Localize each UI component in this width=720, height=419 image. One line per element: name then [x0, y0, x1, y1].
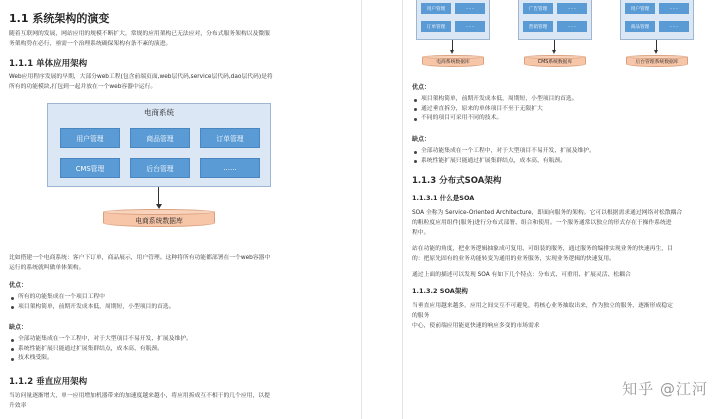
section-heading-monolith: 1.1.1 单体应用架构 [9, 59, 88, 69]
database-cylinder [626, 55, 688, 67]
list-item: 不同的项目可采用不同的技术。 [412, 114, 578, 124]
section-heading-soa: 1.1.3 分布式SOA架构 [412, 176, 502, 186]
soa-text-5: 的：把原先固有的业务功能转变为通用的业务服务，实现业务逻辑的快速复用。 [412, 256, 615, 262]
vertical-text-2: 升效率 [9, 403, 27, 409]
list-item: 技术栈受限。 [9, 354, 192, 364]
after-diagram-2: 运行的系统就叫做单体架构。 [9, 265, 85, 271]
cons-list [412, 147, 595, 166]
pros-list [412, 95, 578, 124]
soa-arch-text-3: 中心，使前端应用能更快速的响应多变的市场需求 [412, 323, 540, 329]
module-user: 用户管理 [625, 3, 655, 14]
module-more: …… [200, 158, 260, 178]
module-more: …… [455, 21, 485, 32]
monolith-text-1: Web应用程序发展的早期，大部分web工程(包含前端页面,web层代码,service层代码,dao层代码)是将 [9, 74, 273, 80]
module-more: …… [557, 21, 587, 32]
module-product: 商品管理 [130, 128, 190, 148]
soa-arch-text-1: 当垂直应用越来越多，应用之间交互不可避免，将核心业务抽取出来，作为独立的服务，逐渐形成稳定 [412, 303, 673, 309]
watermark: 知乎 @江河 [622, 380, 708, 398]
module-marketing: 营销管理 [523, 21, 553, 32]
list-item: 项目架构简单，前期开发成本低，周期短，小型项目的首选。 [412, 95, 578, 105]
database-cylinder [524, 55, 586, 67]
pros-label: 优点： [412, 84, 431, 91]
soa-text-3: 程中。 [412, 230, 430, 236]
module-admin: 后台管理 [130, 158, 190, 178]
cons-label: 缺点： [9, 324, 28, 331]
module-order: 订单管理 [200, 128, 260, 148]
monolith-diagram [47, 103, 271, 243]
database-label: 电商系统数据库 [436, 60, 470, 65]
list-item: 系统性能扩展只能通过扩展集群结点，成本高、有瓶颈。 [9, 345, 192, 355]
right-page [403, 0, 720, 419]
list-item: 系统性能扩展只能通过扩展集群结点，成本高、有瓶颈。 [412, 157, 595, 167]
module-order: 订单管理 [421, 21, 451, 32]
monolith-text-2: 所有的功能模块,打包到一起并放在一个web容器中运行。 [9, 84, 157, 90]
list-item: 项目架构简单，前期开发成本低，周期短，小型项目的首选。 [9, 303, 175, 313]
soa-text-1: SOA 全称为 Service-Oriented Architecture，即面向服务的架构。它可以根据需求通过网络对松散耦合 [412, 210, 683, 216]
database-label: 电商系统数据库 [135, 217, 183, 225]
database-label: CMS系统数据库 [537, 60, 573, 65]
page-gutter [361, 0, 403, 419]
module-ads: 广告管理 [523, 3, 553, 14]
database-label: 后台管理系统数据库 [635, 60, 679, 65]
module-more: …… [455, 3, 485, 14]
list-item: 通过垂直拆分，原来的单体项目不至于无限扩大 [412, 105, 578, 115]
list-item: 所有的功能集成在一个项目工程中 [9, 293, 175, 303]
cons-label: 缺点： [412, 136, 431, 143]
section-heading-vertical: 1.1.2 垂直应用架构 [9, 377, 88, 387]
module-product: 商品管理 [625, 21, 655, 32]
list-item: 全部功能集成在一个工程中，对于大型项目不易开发、扩展及维护。 [412, 147, 595, 157]
soa-features: 通过上面的描述可以发现 SOA 有如下几个特点：分布式、可重用、扩展灵活、松耦合 [412, 272, 631, 278]
module-more: …… [557, 3, 587, 14]
database-cylinder [422, 55, 484, 67]
page-title: 1.1 系统架构的演变 [9, 12, 110, 25]
vertical-text-1: 当访问量逐渐增大，单一应用增加机器带来的加速度越来越小，将应用拆成互不相干的几个应用，以提 [9, 393, 270, 399]
soa-text-4: 站在功能的角度，把业务逻辑抽象成可复用、可组装的服务，通过服务的编排实现业务的快速再生，目 [412, 246, 673, 252]
module-more: …… [659, 21, 689, 32]
intro-line-2: 务架构势在必行，亟需一个治理系统确保架构有条不紊的演进。 [9, 41, 172, 47]
cons-list [9, 335, 192, 364]
module-user: 用户管理 [60, 128, 120, 148]
pros-label: 优点： [9, 282, 28, 289]
soa-arch-text-2: 的服务 [412, 313, 430, 319]
system-title: 电商系统 [144, 108, 174, 117]
system-box [47, 103, 271, 187]
pros-list [9, 293, 175, 312]
module-more: …… [659, 3, 689, 14]
module-cms: CMS管理 [60, 158, 120, 178]
intro-line-1: 随着互联网的发展，网站应用的规模不断扩大，常规的应用架构已无法应对，分布式服务架构以及微服 [9, 31, 270, 37]
soa-text-2: 的粗粒度应用组件(服务)进行分布式部署、组合和使用。一个服务通常以独立的形式存在于操作系统进 [412, 220, 672, 226]
subheading-what-is-soa: 1.1.3.1 什么是SOA [412, 194, 475, 202]
after-diagram-1: 比如搭建一个电商系统：客户下订单，商品展示，用户管理。这种将所有功能都部署在一个web容器中 [9, 255, 271, 261]
list-item: 全部功能集成在一个工程中，对于大型项目不易开发、扩展及维护。 [9, 335, 192, 345]
database-cylinder [103, 209, 215, 229]
subheading-soa-arch: 1.1.3.2 SOA架构 [412, 287, 468, 295]
module-user: 用户管理 [421, 3, 451, 14]
